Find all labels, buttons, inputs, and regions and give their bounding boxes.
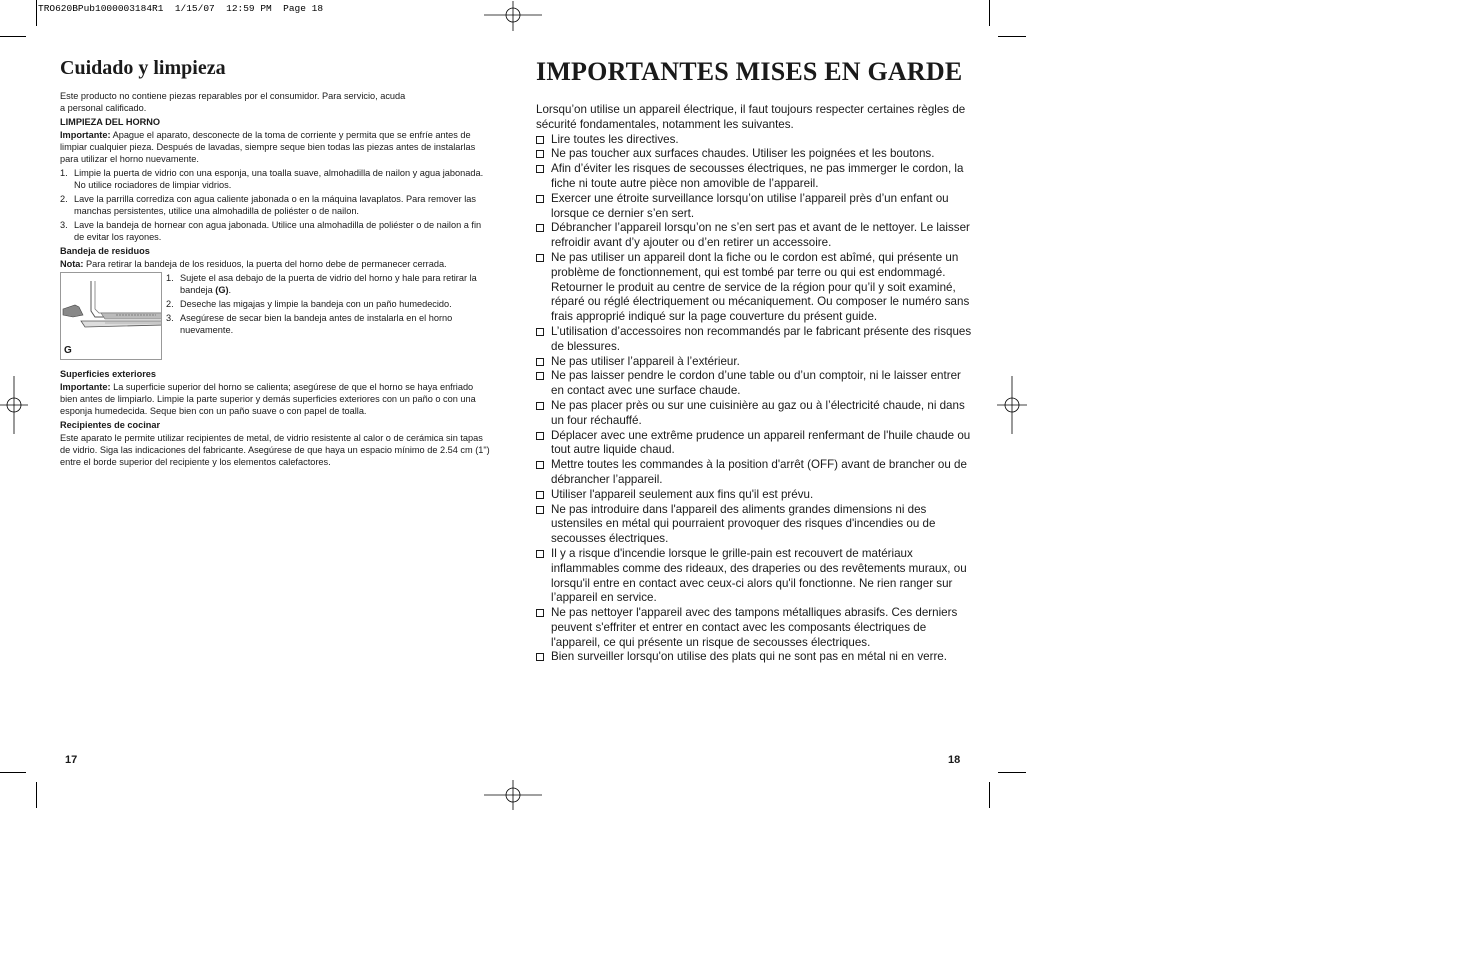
list-item: Exercer une étroite surveillance lorsqu’on utilise l’appareil près d’un enfant ou lorsque ce dernier s’en sert.	[536, 192, 974, 222]
registration-mark-icon	[997, 376, 1027, 434]
checkbox-square-icon	[536, 432, 544, 440]
list-item: 2. Lave la parrilla corrediza con agua caliente jabonada o en la máquina lavaplatos. Para remover las manchas persistentes, utilice una almohadilla de poliéster o de nailon.	[60, 194, 476, 216]
page-number-right: 18	[948, 754, 961, 766]
checkbox-square-icon	[536, 506, 544, 514]
registration-mark-icon	[484, 780, 542, 810]
checkbox-square-icon	[536, 402, 544, 410]
intro-text: Este producto no contiene piezas reparables por el consumidor. Para servicio, acuda a personal calificado.	[60, 91, 406, 113]
checkbox-square-icon	[536, 653, 544, 661]
list-item: Ne pas laisser pendre le cordon d’une table ou d’un comptoir, ni le laisser entrer en contact avec une surface chaude.	[536, 369, 974, 399]
checkbox-square-icon	[536, 136, 544, 144]
list-item: 1. Limpie la puerta de vidrio con una esponja, una toalla suave, almohadilla de nailon y agua jabonada. No utilice rociadores de limpiar vidrios.	[60, 168, 484, 190]
crumb-tray-steps-list	[166, 272, 492, 338]
checkbox-square-icon	[536, 491, 544, 499]
list-item: 3. Asegúrese de secar bien la bandeja antes de instalarla en el horno nuevamente.	[166, 313, 453, 335]
list-item: 1. Sujete el asa debajo de la puerta de vidrio del horno y hale para retirar la bandeja (G).	[166, 273, 477, 295]
crop-mark	[0, 36, 26, 37]
important-note: Importante: Apague el aparato, desconecte de la toma de corriente y permita que se enfríe antes de limpiar cualquier pieza. Después de lavadas, siempre seque bien todas las piezas antes de instalarlas para utilizar el horno nuevamente.	[60, 130, 476, 164]
list-item: Ne pas utiliser un appareil dont la fiche ou le cordon est abîmé, qui présente un problème de fonctionnement, qui est tombé par terre ou qui est endommagé. Retourner le produit au centre de service de la région pour qu’il y soit examiné, réparé ou réglé électriquement ou mécaniquement. Ou composer le numéro sans frais approprié indiqué sur la page couverture du présent guide.	[536, 251, 974, 325]
checkbox-square-icon	[536, 254, 544, 262]
list-item: Ne pas toucher aux surfaces chaudes. Utiliser les poignées et les boutons.	[536, 147, 974, 162]
checkbox-square-icon	[536, 609, 544, 617]
checkbox-square-icon	[536, 550, 544, 558]
cooking-containers-heading: Recipientes de cocinar	[60, 420, 161, 430]
list-item: Utiliser l'appareil seulement aux fins qu'il est prévu.	[536, 488, 974, 503]
crop-mark	[36, 782, 37, 808]
right-page	[536, 56, 974, 665]
checkbox-square-icon	[536, 461, 544, 469]
checkbox-square-icon	[536, 224, 544, 232]
right-page-title: IMPORTANTES MISES EN GARDE	[536, 57, 963, 86]
crop-mark	[989, 782, 990, 808]
list-item: 2. Deseche las migajas y limpie la bandeja con un paño humedecido.	[166, 299, 452, 309]
page-number-left: 17	[65, 754, 78, 766]
crop-mark	[0, 772, 26, 773]
crop-mark	[998, 772, 1026, 773]
list-item: Ne pas utiliser l’appareil à l’extérieur.	[536, 355, 974, 370]
list-item: Mettre toutes les commandes à la position d'arrêt (OFF) avant de brancher ou de débrancher l’appareil.	[536, 458, 974, 488]
list-item: Débrancher l’appareil lorsqu’on ne s’en sert pas et avant de le nettoyer. Le laisser refroidir avant d’y ajouter ou d’en retirer un accessoire.	[536, 221, 974, 251]
list-item: Ne pas placer près ou sur une cuisinière au gaz ou à l’électricité chaude, ni dans un four réchauffé.	[536, 399, 974, 429]
list-item: Ne pas introduire dans l'appareil des aliments grandes dimensions ni des ustensiles en métal qui pourraient provoquer des risques d'incendies ou de secousses électriques.	[536, 503, 974, 547]
crumb-tray-illustration-icon	[61, 273, 161, 343]
safeguards-intro: Lorsqu’on utilise un appareil électrique, il faut toujours respecter certaines règles de sécurité fondamentales, notamment les suivantes.	[536, 103, 966, 131]
list-item: Lire toutes les directives.	[536, 133, 974, 148]
registration-mark-icon	[0, 376, 28, 434]
list-item: Bien surveiller lorsqu'on utilise des plats qui ne sont pas en métal ni en verre.	[536, 650, 974, 665]
list-item: Ne pas nettoyer l'appareil avec des tampons métalliques abrasifs. Ces derniers peuvent s'effriter et entrer en contact avec les composants électriques de l'appareil, ce qui présente un risque de secousses électriques.	[536, 606, 974, 650]
figure-label: G	[64, 345, 72, 356]
list-item: Afin d’éviter les risques de secousses électriques, ne pas immerger le cordon, la fiche ni toute autre pièce non amovible de l’appareil.	[536, 162, 974, 192]
checkbox-square-icon	[536, 195, 544, 203]
exterior-surfaces-heading: Superficies exteriores	[60, 369, 157, 379]
registration-mark-icon	[484, 1, 542, 31]
crumb-tray-figure-row	[60, 272, 492, 362]
crumb-tray-heading: Bandeja de residuos	[60, 246, 150, 256]
oven-cleaning-heading: LIMPIEZA DEL HORNO	[60, 117, 161, 127]
list-item: Il y a risque d'incendie lorsque le grille-pain est recouvert de matériaux inflammables comme des rideaux, des draperies ou des revêtements muraux, ou lorsqu'il entre en contact avec ceux-ci alors qu'il fonctionne. Ne rien ranger sur l’appareil en service.	[536, 547, 974, 606]
checkbox-square-icon	[536, 358, 544, 366]
crop-mark	[36, 0, 37, 26]
cooking-containers-text: Este aparato le permite utilizar recipientes de metal, de vidrio resistente al calor o de cerámica sin tapas de vidrio. Siga las indicaciones del fabricante. Asegúrese de que haya un espacio mínimo de 2.54 cm (1") entre el borde superior del recipiente y los elementos calefactores.	[60, 433, 490, 467]
checkbox-square-icon	[536, 372, 544, 380]
exterior-surfaces-text: Importante: La superficie superior del horno se calienta; asegúrese de que el horno se haya enfriado bien antes de limpiarlo. Limpie la parte superior y demás superficies exteriores con un paño o con una esponja humedecida. Seque bien con un paño suave o con papel de toalla.	[60, 382, 476, 416]
crumb-tray-note: Nota: Para retirar la bandeja de los residuos, la puerta del horno debe de permanecer cerrada.	[60, 259, 447, 269]
crop-mark	[989, 0, 990, 26]
list-item: Déplacer avec une extrême prudence un appareil renfermant de l'huile chaude ou tout autre liquide chaud.	[536, 429, 974, 459]
safeguards-list	[536, 133, 974, 666]
list-item: L’utilisation d’accessoires non recommandés par le fabricant présente des risques de blessures.	[536, 325, 974, 355]
checkbox-square-icon	[536, 328, 544, 336]
checkbox-square-icon	[536, 165, 544, 173]
crumb-tray-figure	[60, 272, 162, 360]
print-slug: TRO620BPub1000003184R1 1/15/07 12:59 PM Page 18	[38, 3, 324, 14]
checkbox-square-icon	[536, 150, 544, 158]
left-page	[60, 56, 492, 470]
list-item: 3. Lave la bandeja de hornear con agua jabonada. Utilice una almohadilla de poliéster o de nailon a fin de evitar los rayones.	[60, 220, 482, 242]
left-page-title: Cuidado y limpieza	[60, 57, 226, 79]
oven-steps-list	[60, 167, 492, 243]
crop-mark	[998, 36, 1026, 37]
